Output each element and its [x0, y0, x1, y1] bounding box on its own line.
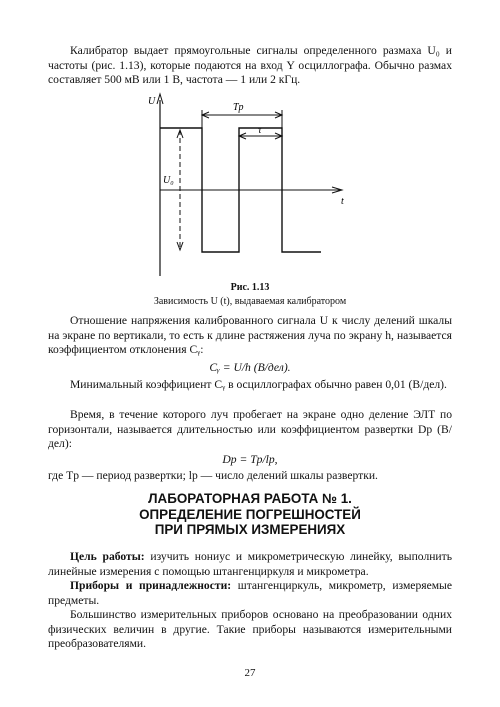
heading-line-2: ОПРЕДЕЛЕНИЕ ПОГРЕШНОСТЕЙ [139, 506, 361, 522]
heading-line-3: ПРИ ПРЯМЫХ ИЗМЕРЕНИЯХ [154, 522, 346, 538]
formula-dp: Dр = Tр/lр, [222, 453, 278, 466]
figure-caption-title: Рис. 1.13 [230, 282, 270, 293]
paragraph-where: где Tр — период развертки; lр — число делений шкалы развертки. [48, 469, 378, 482]
tools-text: штангенциркуль, микрометр, измеряемые предметы. [48, 579, 452, 607]
lab-heading [0, 491, 500, 538]
page-number: 27 [244, 667, 256, 679]
paragraph-converters: Большинство измерительных приборов основано на преобразовании одних физических величин в другие. Такие приборы называются измерительными преобразователями. [48, 608, 452, 651]
heading-line-1: ЛАБОРАТОРНАЯ РАБОТА № 1. [148, 491, 352, 506]
goal-label: Цель работы: [70, 550, 145, 563]
paragraph-sweep: Время, в течение которого луч пробегает на экране одно деление ЭЛТ по горизонтали, называется длительностью или коэффициентом развертки Dр (В/дел): [48, 408, 452, 451]
paragraph-calibrator: Калибратор выдает прямоугольные сигналы определенного размаха U₀ и частоты (рис. 1.13), которые подаются на вход Y осциллографа. Обычно размах составляет 500 мВ или 1 В, частота — 1 или 2 кГц. [48, 44, 452, 87]
period-label: Tр [233, 102, 244, 113]
y-axis-label: U [148, 96, 156, 107]
formula-cy: Cᵧ = U/h (В/дел). [209, 361, 291, 374]
amplitude-label: U₀ [163, 175, 174, 186]
tools-label: Приборы и принадлежности: [70, 579, 232, 592]
x-axis-label: t [341, 196, 344, 207]
goal-text: изучить нониус и микрометрическую линейку, выполнить линейные измерения с помощью штангенциркуля и микрометра. [48, 550, 452, 578]
signal-figure [135, 88, 365, 280]
figure-caption-text: Зависимость U (t), выдаваемая калибратором [153, 296, 347, 307]
paragraph-deflection: Отношение напряжения калиброванного сигнала U к числу делений шкалы на экране по вертикали, то есть к длине растяжения луча по экрану h, называется коэффициентом отклонения Cᵧ: [48, 314, 452, 357]
tau-label: τ [258, 125, 262, 136]
paragraph-min-coef: Минимальный коэффициент Cᵧ в осциллографах обычно равен 0,01 (В/дел). [70, 378, 447, 391]
paragraph-goal [48, 550, 452, 579]
paragraph-tools [48, 579, 452, 608]
